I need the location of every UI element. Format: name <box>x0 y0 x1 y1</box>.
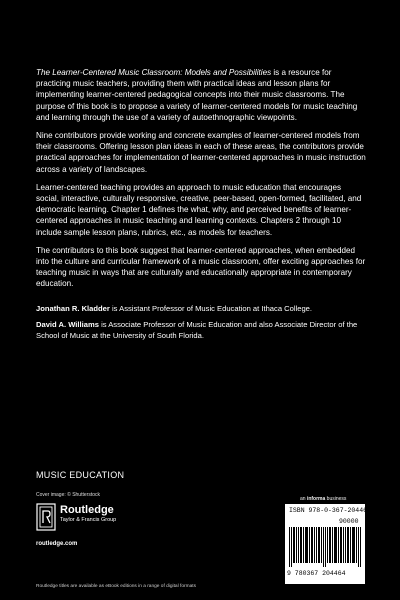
informa-prefix: an <box>300 496 307 502</box>
barcode <box>285 504 375 584</box>
blurb-paragraph-4: The contributors to this book suggest that learner-centered approaches, when embedded into the culture and curricular framework of a music classroom, offer exciting approaches for teaching music in ways that are culturally and educationally appropriate in contemporary education. <box>36 245 366 289</box>
publisher-subtitle: Taylor & Francis Group <box>60 517 117 523</box>
informa-tagline <box>300 496 346 502</box>
routledge-logo-icon <box>36 503 56 531</box>
publisher-logo <box>36 503 186 543</box>
blurb-paragraph-1 <box>36 67 366 123</box>
informa-suffix: business <box>325 496 347 502</box>
publisher-name: Routledge <box>60 504 114 516</box>
blurb-paragraph-3: Learner-centered teaching provides an approach to music education that encourages social, interactive, culturally responsive, creative, peer-based, open-formed, facilitated, and democratic learning. Chapter 1 defines the what, why, and perceived benefits of learner-centered approaches in music teaching and learning contexts. Chapters 2 through 10 include sample lesson plans, rubrics, etc., as models for teachers. <box>36 182 362 237</box>
informa-brand: informa <box>306 496 326 502</box>
barcode-bars <box>289 527 361 567</box>
ean-number: 9 780367 204464 <box>287 570 346 577</box>
ebook-availability: Routledge titles are available as eBook editions in a range of digital formats <box>36 584 196 589</box>
author-name-1: Jonathan R. Kladder <box>36 303 110 313</box>
price-code: 90000 <box>339 518 359 525</box>
blurb-p1-text: is a resource for practicing music teachers, providing them with practical ideas and lesson plans for implementing learner-centered pedagogical concepts into their music classrooms. The purpose of this book is to propose a variety of learner-centered models for music teaching and learning through the use of a variety of autoethnographic viewpoints. <box>36 68 358 122</box>
cover-credit: Cover image: © Shutterstock <box>36 492 100 498</box>
publisher-website: routledge.com <box>36 541 78 547</box>
author-bio-1 <box>36 304 366 315</box>
category-label: MUSIC EDUCATION <box>36 470 125 480</box>
blurb-paragraph-2: Nine contributors provide working and concrete examples of learner-centered models from their classrooms. Offering lesson plan ideas in each of these areas, the contributors provide practical approaches for implementation of learner-centered approaches in music instruction across a variety of landscapes. <box>36 131 366 174</box>
book-title: The Learner-Centered Music Classroom: Models and Possibilities <box>36 68 272 77</box>
author-name-2: David A. Williams <box>36 320 99 330</box>
author-bio-text-2: is Associate Professor of Music Education and also Associate Director of the School of Music at the University of South Florida. <box>36 320 358 340</box>
author-bio-2 <box>36 320 366 341</box>
back-cover-text <box>36 67 366 347</box>
isbn-text: ISBN 978-0-367-20446-4 <box>289 507 375 514</box>
author-bio-text-1: is Assistant Professor of Music Education at Ithaca College. <box>109 303 313 313</box>
